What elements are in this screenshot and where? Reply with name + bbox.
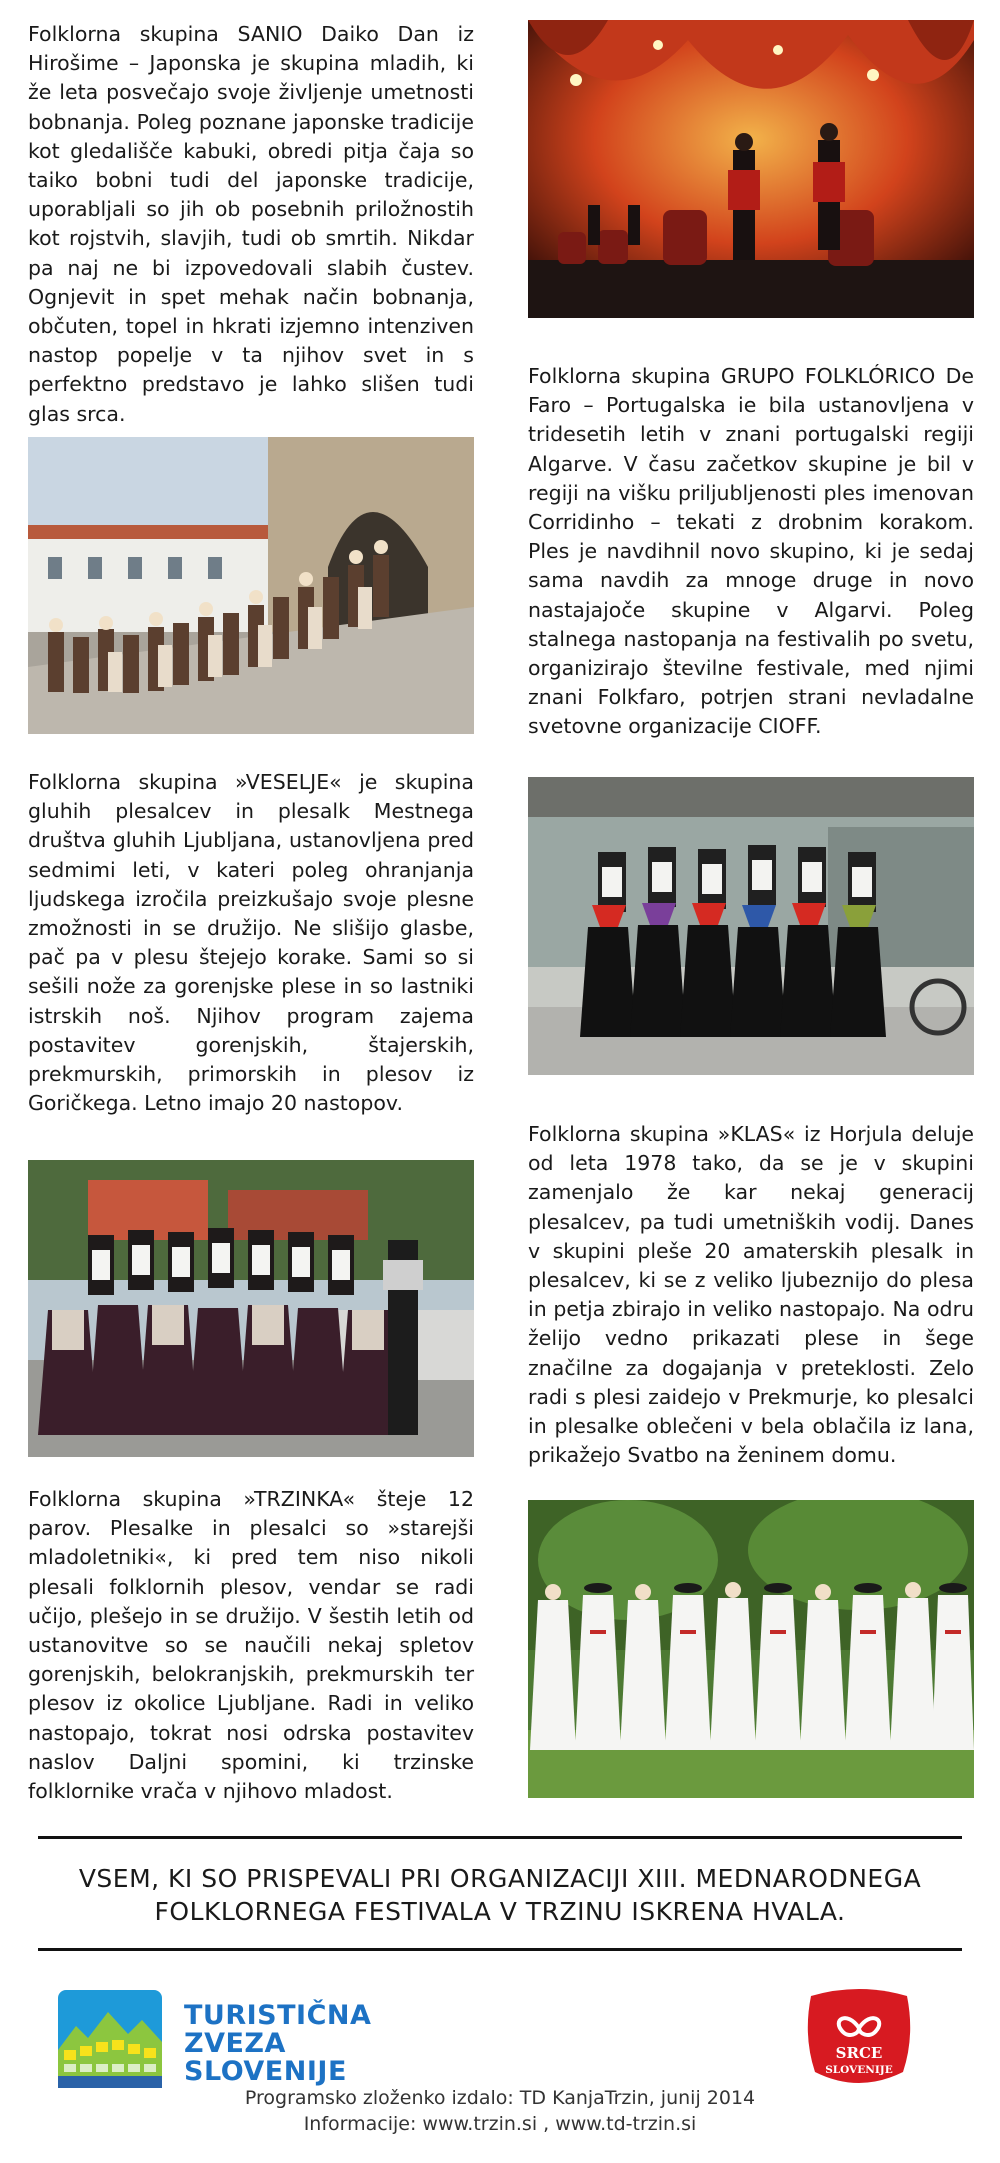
footer-info: Informacije: www.trzin.si , www.td-trzin.si [303, 2113, 697, 2135]
divider-bottom [38, 1948, 962, 1951]
srce-line-2: SLOVENIJE [825, 2064, 893, 2076]
divider-top [38, 1836, 962, 1839]
paragraph-klas: Folklorna skupina »KLAS« iz Horjula deluje od leta 1978 tako, da se je v skupini zamenjalo že kar nekaj generacij plesalcev, pa tudi umetniških vodij. Danes v skupini pleše 20 amaterskih plesalk in plesalcev, ki se z veliko ljubeznijo do plesa in petja zbirajo in veliko nastopajo. Na odru želijo vedno prikazati plese in šege značilne za dogajanja v preteklosti. Zelo radi s plesi zaidejo v Prekmurje, ko plesalci in plesalke oblečeni v bela oblačila iz lana, prikažejo Svatbo na ženinem domu. [528, 1122, 974, 1468]
tzs-mountain-icon [58, 1990, 162, 2088]
paragraph-sanio: Folklorna skupina SANIO Daiko Dan iz Hirošime – Japonska je skupina mladih, ki že leta posvečajo svoje življenje umetnosti bobnanja. Poleg poznane japonske tradicije kot gledališče kabuki, obredi pitja čaja so taiko bobni tudi del japonske tradicije, uporabljali so jih ob posebnih priložnostih kot rojstvih, slavjih, tudi ob smrtih. Nikdar pa naj ne bi izpovedovali slabih čustev. Ognjevit in spet mehak način bobnanja, občuten, topel in hkrati izjemno intenziven nastop popelje v ta njihov svet in s perfektno predstavo je lahko slišen tudi glas srca. [28, 22, 474, 426]
paragraph-veselje: Folklorna skupina »VESELJE« je skupina gluhih plesalcev in plesalk Mestnega društva gluhih Ljubljana, ustanovljena pred sedmimi leti, v kateri poleg ohranjanja ljudskega izročila preizkušajo svoje plesne zmožnosti in se družijo. Ne slišijo glasbe, pač pa v plesu štejejo korake. Sami so si sešili nože za gorenjske plese in so lastniki istrskih noš. Njihov program zajema postavitev gorenjskih, štajerskih, prekmurskih, primorskih in plesov iz Goričkega. Letno imajo 20 nastopov. [28, 770, 474, 1116]
paragraph-grupo-folklorico: Folklorna skupina GRUPO FOLKLÓRICO De Faro – Portugalska ie bila ustanovljena v tridesetih letih v znani portugalski regiji Algarve. V času začetkov skupine je bil v regiji na višku priljubljenosti ples imenovan Corridinho – tekati z drobnim korakom. Ples je navdihnil novo skupino, ki je sedaj sama navdih za mnoge druge in novo nastajajoče skupine v Algarvi. Poleg stalnega nastopanja na festivalih po svetu, organizirajo številne festivale, med njimi znani Folkfaro, potrjen strani nevladalne svetovne organizacije CIOFF. [528, 364, 974, 739]
thanks-line-1: VSEM, KI SO PRISPEVALI PRI ORGANIZACIJI XIII. MEDNARODNEGA [78, 1864, 922, 1893]
footer-publisher: Programsko zloženko izdalo: TD KanjaTrzin, junij 2014 [244, 2087, 756, 2109]
thanks-message [38, 1862, 962, 1928]
photo-white-costume-dancers [528, 1500, 974, 1798]
thanks-line-2: FOLKLORNEGA FESTIVALA V TRZINU ISKRENA HVALA. [154, 1897, 846, 1926]
photo-taiko-drummers-stage [528, 20, 974, 318]
photo-veselje-group [28, 1160, 474, 1457]
photo-portugal-group-steps [28, 437, 474, 734]
turisticna-zveza-logo [58, 1990, 378, 2090]
srce-line-1: SRCE [835, 2044, 883, 2062]
paragraph-trzinka: Folklorna skupina »TRZINKA« šteje 12 parov. Plesalke in plesalci so »starejši mladoletniki«, ki pred tem niso nikoli plesali folklornih plesov, vendar se radi učijo, plešejo in se družijo. V šestih letih od ustanovitve so se naučili nekaj spletov gorenjskih, belokranjskih, prekmurskih ter plesov iz okolice Ljubljane. Radi in veliko nastopajo, tokrat nosi odrska postavitev naslov Daljni spomini, ki trzinske folklornike vrača v njihovo mladost. [28, 1487, 474, 1804]
srce-slovenije-logo [803, 1984, 915, 2088]
photo-klas-group [528, 777, 974, 1075]
tzs-word-3: SLOVENIJE [184, 2056, 347, 2087]
tzs-word-1: TURISTIČNA [184, 2000, 372, 2031]
tzs-word-2: ZVEZA [184, 2028, 286, 2059]
